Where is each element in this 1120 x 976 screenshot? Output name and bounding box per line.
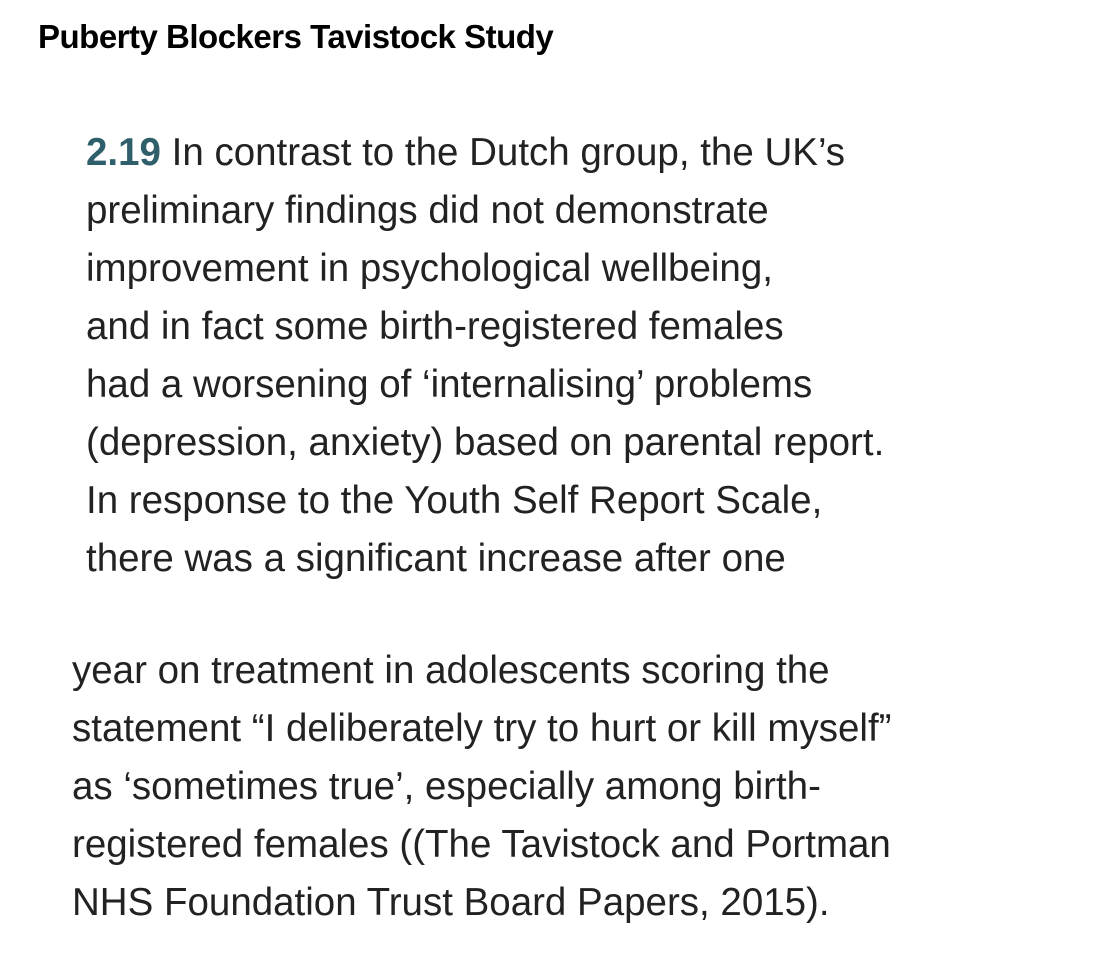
excerpt-line-text: In contrast to the Dutch group, the UK’s bbox=[160, 131, 846, 174]
page-title: Puberty Blockers Tavistock Study bbox=[38, 18, 554, 55]
excerpt-line: In response to the Youth Self Report Scale, bbox=[86, 479, 823, 522]
excerpt-line: NHS Foundation Trust Board Papers, 2015). bbox=[72, 881, 830, 924]
excerpt-line: statement “I deliberately try to hurt or kill myself” bbox=[72, 707, 892, 750]
excerpt-line: preliminary findings did not demonstrate bbox=[86, 189, 769, 232]
excerpt-line: registered females ((The Tavistock and Portman bbox=[72, 823, 891, 866]
excerpt-line: had a worsening of ‘internalising’ problems bbox=[86, 363, 813, 406]
paragraph-number: 2.19 bbox=[86, 131, 161, 174]
excerpt-line: improvement in psychological wellbeing, bbox=[86, 247, 773, 290]
excerpt-line: (depression, anxiety) based on parental report. bbox=[86, 421, 885, 464]
excerpt-line: there was a significant increase after one bbox=[86, 537, 786, 580]
excerpt-line: year on treatment in adolescents scoring the bbox=[72, 649, 830, 692]
excerpt-line bbox=[86, 124, 884, 182]
excerpt-block-top bbox=[86, 124, 884, 588]
excerpt-line: as ‘sometimes true’, especially among birth- bbox=[72, 765, 821, 808]
excerpt-block-bottom bbox=[72, 642, 891, 932]
excerpt-line: and in fact some birth-registered females bbox=[86, 305, 784, 348]
